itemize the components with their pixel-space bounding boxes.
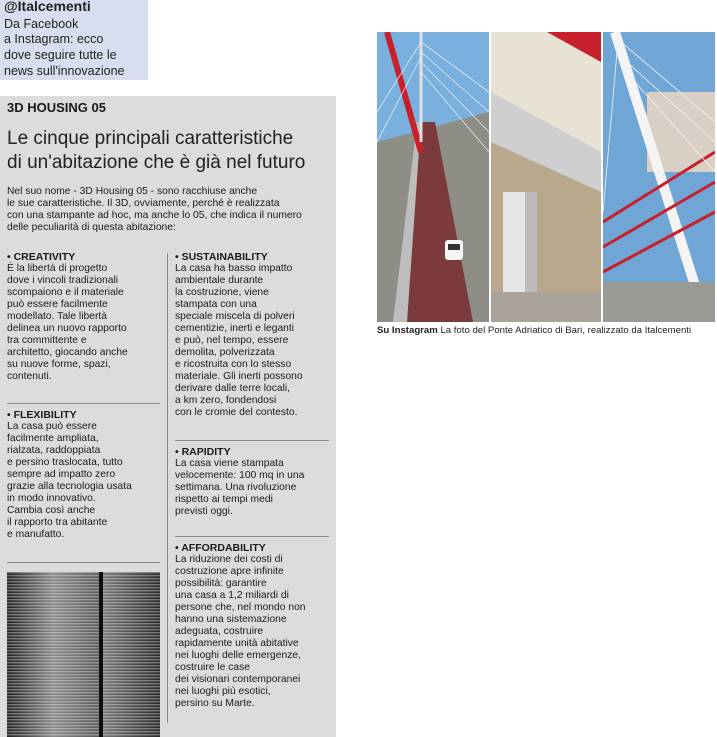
- flexibility-text-line: in modo innovativo.: [7, 493, 96, 504]
- instagram-handle: @Italcementi: [4, 0, 91, 14]
- creativity-text-line: tra committente e: [7, 335, 87, 346]
- flexibility-text-line: e persino traslocata, tutto: [7, 457, 123, 468]
- affordability-title: • AFFORDABILITY: [175, 542, 266, 554]
- sustainability-text-line: materiale. Gli inerti possono: [175, 371, 303, 382]
- affordability-text-line: persone che, nel mondo non: [175, 602, 306, 613]
- creativity-text-line: può essere facilmente: [7, 299, 108, 310]
- separator: [175, 440, 329, 441]
- affordability-text-line: possibilità: garantire: [175, 578, 267, 589]
- flexibility-title: • FLEXIBILITY: [7, 409, 77, 421]
- promo-line-3: dove seguire tutte le: [4, 48, 117, 62]
- creativity-text-line: contenuti.: [7, 371, 52, 382]
- rapidity-text-line: rispetto ai tempi medi: [175, 494, 273, 505]
- promo-line-2: a Instagram: ecco: [4, 32, 104, 46]
- sustainability-text-line: con le cromie del contesto.: [175, 407, 298, 418]
- rapidity-text-line: previsti oggi.: [175, 506, 233, 517]
- separator: [7, 403, 160, 404]
- caption-label: Su Instagram: [377, 325, 438, 336]
- promo-line-1: Da Facebook: [4, 17, 79, 31]
- sustainability-text-line: derivare dalle terre locali,: [175, 383, 291, 394]
- separator: [175, 536, 329, 537]
- bridge-photo: [377, 32, 715, 322]
- affordability-text-line: La riduzione dei costi di: [175, 554, 283, 565]
- printed-wall-photo: [7, 572, 160, 737]
- intro-line-1: Nel suo nome - 3D Housing 05 - sono racchiuse anche: [7, 186, 258, 197]
- flexibility-text-line: sempre ad impatto zero: [7, 469, 116, 480]
- rapidity-text-line: La casa viene stampata: [175, 458, 284, 469]
- creativity-text-line: architetto, giocando anche: [7, 347, 128, 358]
- intro-line-4: delle peculiarità di questa abitazione:: [7, 222, 176, 233]
- column-divider: [167, 253, 168, 723]
- sustainability-text-line: La casa ha basso impatto: [175, 263, 293, 274]
- sustainability-title: • SUSTAINABILITY: [175, 251, 268, 263]
- sustainability-text-line: a km zero, fondendosi: [175, 395, 277, 406]
- affordability-text-line: dei visionari contemporanei: [175, 674, 301, 685]
- headline-line-2: di un'abitazione che è già nel futuro: [7, 152, 306, 173]
- affordability-text-line: rapidamente unità abitative: [175, 638, 299, 649]
- flexibility-text-line: il rapporto tra abitante: [7, 517, 108, 528]
- creativity-text-line: È la libertà di progetto: [7, 263, 108, 274]
- separator: [7, 562, 160, 563]
- creativity-text-line: modellato. Tale libertà: [7, 311, 107, 322]
- affordability-text-line: persino su Marte.: [175, 698, 255, 709]
- affordability-text-line: costruzione apre infinite: [175, 566, 284, 577]
- creativity-title: • CREATIVITY: [7, 251, 76, 263]
- affordability-text-line: costruire le case: [175, 662, 250, 673]
- sustainability-text-line: e ricostruita con lo stesso: [175, 359, 292, 370]
- affordability-text-line: adeguata, costruire: [175, 626, 264, 637]
- creativity-text-line: su nuove forme, spazi,: [7, 359, 111, 370]
- rapidity-title: • RAPIDITY: [175, 446, 231, 458]
- flexibility-text-line: e manufatto.: [7, 529, 65, 540]
- flexibility-text-line: La casa può essere: [7, 421, 97, 432]
- creativity-text-line: delinea un nuovo rapporto: [7, 323, 127, 334]
- rapidity-text-line: settimana. Una rivoluzione: [175, 482, 297, 493]
- photo-caption: [377, 325, 691, 336]
- section-label: 3D HOUSING 05: [7, 100, 106, 115]
- flexibility-text-line: grazie alla tecnologia usata: [7, 481, 132, 492]
- caption-text: La foto del Ponte Adriatico di Bari, realizzato da Italcementi: [440, 325, 692, 336]
- sustainability-text-line: demolita, polverizzata: [175, 347, 275, 358]
- instagram-promo-box: [0, 0, 148, 80]
- creativity-text-line: scompaiono e il materiale: [7, 287, 124, 298]
- flexibility-text-line: Cambia così anche: [7, 505, 96, 516]
- sustainability-text-line: la costruzione, viene: [175, 287, 269, 298]
- affordability-text-line: hanno una sistemazione: [175, 614, 287, 625]
- sustainability-text-line: speciale miscela di polveri: [175, 311, 295, 322]
- headline-line-1: Le cinque principali caratteristiche: [7, 128, 294, 149]
- sustainability-text-line: e può, nel tempo, essere: [175, 335, 289, 346]
- sustainability-text-line: cementizie, inerti e leganti: [175, 323, 295, 334]
- flexibility-text-line: facilmente ampliata,: [7, 433, 99, 444]
- promo-line-4: news sull'innovazione: [4, 64, 125, 78]
- flexibility-text-line: rialzata, raddoppiata: [7, 445, 101, 456]
- affordability-text-line: nei luoghi più esotici,: [175, 686, 271, 697]
- affordability-text-line: nei luoghi delle emergenze,: [175, 650, 301, 661]
- sustainability-text-line: ambientale durante: [175, 275, 264, 286]
- intro-line-3: con una stampante ad hoc, ma anche lo 05, che indica il numero: [7, 210, 302, 221]
- sustainability-text-line: stampata con una: [175, 299, 257, 310]
- rapidity-text-line: velocemente: 100 mq in una: [175, 470, 305, 481]
- affordability-text-line: una casa a 1,2 miliardi di: [175, 590, 289, 601]
- creativity-text-line: dove i vincoli tradizionali: [7, 275, 119, 286]
- intro-line-2: le sue caratteristiche. Il 3D, ovviamente, perché è realizzata: [7, 198, 280, 209]
